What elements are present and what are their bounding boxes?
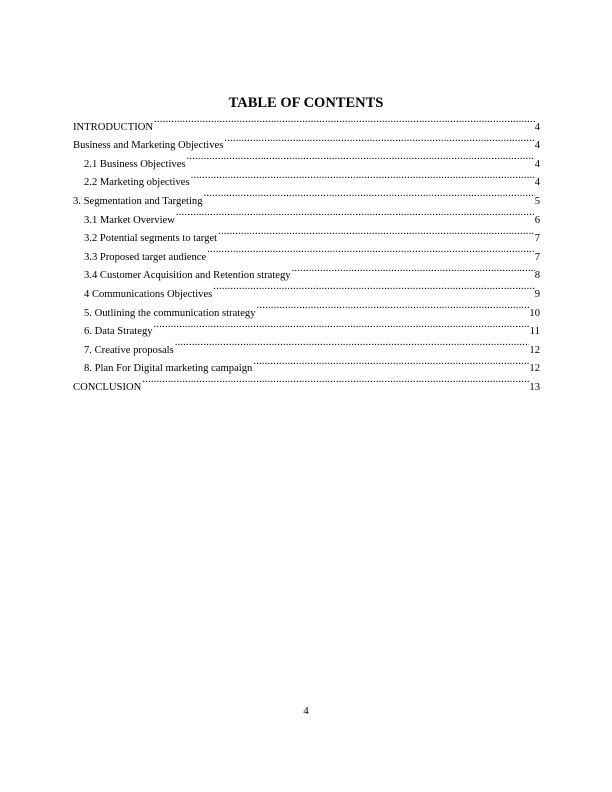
- toc-entry-page: 4: [534, 158, 540, 170]
- toc-list: [73, 111, 540, 393]
- toc-title: TABLE OF CONTENTS: [228, 95, 384, 111]
- toc-dot-leader: [174, 334, 530, 353]
- toc-entry-label: 3.1 Market Overview: [84, 214, 175, 226]
- toc-dot-leader: [190, 167, 535, 186]
- toc-entry-label: 2.1 Business Objectives: [84, 158, 186, 170]
- toc-entry-label: 2.2 Marketing objectives: [84, 177, 190, 189]
- toc-entry-page: 6: [534, 214, 540, 226]
- toc-entry-page: 8: [534, 270, 540, 282]
- toc-entry-label: Business and Marketing Objectives: [73, 140, 224, 152]
- toc-entry-page: 13: [529, 381, 540, 393]
- toc-dot-leader: [206, 241, 535, 260]
- toc-dot-leader: [153, 316, 530, 335]
- toc-entry-page: 10: [529, 307, 540, 319]
- toc-entry-page: 4: [534, 140, 540, 152]
- toc-dot-leader: [186, 148, 535, 167]
- toc-entry-label: 3. Segmentation and Targeting: [73, 195, 203, 207]
- toc-dot-leader: [223, 130, 534, 149]
- toc-entry-label: 3.4 Customer Acquisition and Retention strategy: [84, 270, 291, 282]
- toc-entry-label: 5. Outlining the communication strategy: [84, 307, 256, 319]
- page-number: 4: [303, 705, 309, 717]
- toc-dot-leader: [203, 185, 535, 204]
- toc-entry-page: 7: [534, 251, 540, 263]
- toc-entry-label: 4 Communications Objectives: [84, 288, 213, 300]
- toc-dot-leader: [252, 353, 529, 372]
- toc-entry-page: 11: [529, 326, 540, 338]
- toc-dot-leader: [141, 371, 529, 390]
- toc-entry-page: 7: [534, 233, 540, 245]
- toc-entry-label: INTRODUCTION: [73, 121, 154, 133]
- toc-entry-page: 4: [534, 121, 540, 133]
- toc-entry[interactable]: [73, 111, 540, 133]
- toc-dot-leader: [291, 260, 535, 279]
- toc-dot-leader: [217, 223, 535, 242]
- toc-entry-page: 12: [529, 344, 540, 356]
- toc-dot-leader: [212, 278, 534, 297]
- toc-dot-leader: [175, 204, 535, 223]
- toc-entry-page: 4: [534, 177, 540, 189]
- toc-entry-label: 3.2 Potential segments to target: [84, 233, 218, 245]
- toc-entry-label: CONCLUSION: [73, 381, 142, 393]
- toc-entry-page: 9: [534, 288, 540, 300]
- toc-entry-page: 12: [529, 363, 540, 375]
- toc-dot-leader: [153, 111, 535, 130]
- toc-entry-label: 7. Creative proposals: [84, 344, 174, 356]
- toc-entry-label: 3.3 Proposed target audience: [84, 251, 207, 263]
- toc-entry[interactable]: [73, 371, 540, 393]
- toc-entry-label: 6. Data Strategy: [84, 326, 153, 338]
- toc-entry-page: 5: [534, 195, 540, 207]
- toc-dot-leader: [256, 297, 530, 316]
- toc-entry-label: 8. Plan For Digital marketing campaign: [84, 363, 253, 375]
